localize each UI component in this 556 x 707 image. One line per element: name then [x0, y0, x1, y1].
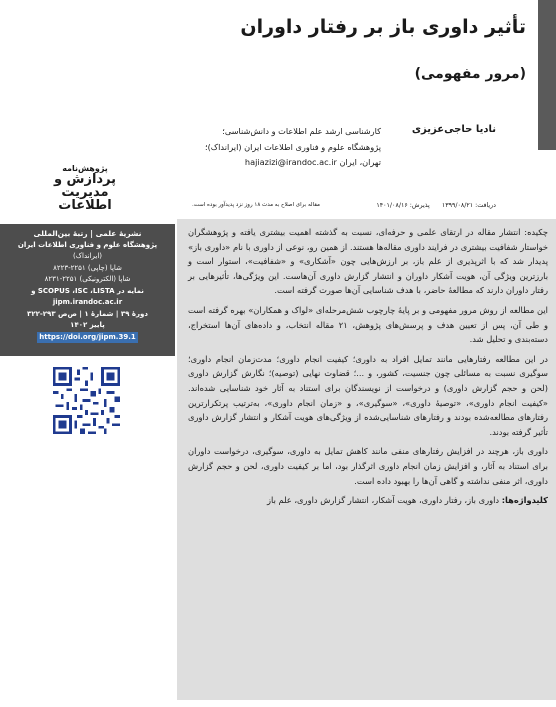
logo-line: پردازش و — [53, 172, 117, 187]
keywords-label: کلیدواژه‌ها: — [501, 495, 548, 506]
publication-season: پاییز ۱۴۰۲ — [70, 321, 105, 329]
article-title: تأثیر داوری باز بر رفتار داوران — [240, 16, 526, 38]
abstract-paragraph: چکیده: انتشار مقاله در ارتقای علمی و حرفه‌ای، نسبت به گذشته اهمیت بیشتری یافته و پژوهشگران خواستار شفافیت بیشتری در فرایند داوری مقاله‌ها هستند. از همین رو، نوعی از داوری با نام «داوری باز» پدیدار شد که با اثرپذیری از علم باز، بر ارزش‌هایی چون «آشکاری» و «شفافیت»، استوار است و بارزترین ویژگی آن، هویت آشکار داوران و انتشار گزارش داوری آن‌هاست. این ویژگی‌ها، تأثیرهایی بر رفتار داوران دارند که مطالعهٔ حاضر، با هدف شناسایی آن‌ها صورت گرفته است. — [188, 227, 548, 296]
accepted-date: پذیرش: ۱۴۰۱/۰۸/۱۶ — [376, 202, 430, 209]
article-subtitle: (مرور مفهومی) — [414, 66, 526, 82]
issn-print: شاپا (چاپی) ۲۲۵۱-۸۲۲۳ — [53, 263, 122, 272]
journal-info-box — [0, 224, 175, 356]
indexing: نمایه در SCOPUS ،ISC ،LISTA و — [31, 286, 144, 295]
abstract-paragraph: در این مطالعه رفتارهایی مانند تمایل افراد به داوری؛ کیفیت انجام داوری؛ مدت‌زمان انجام داوری؛ سوگیری نسبت به مسائلی چون جنسیت، کشور، و ...؛ قضاوت نهایی (توصیه)؛ نگارش گزارش داوری (لحن و حجم گزارش داوری) و درخواست از نویسندگان برای استناد به آثار خود شناسایی شده‌اند. «کیفیت انجام داوری»، «توصیهٔ داوری»، «سوگیری»، و «زمان انجام داوری»، به‌ترتیب پرتکرارترین رفتارهای مطالعه‌شده بودند و رفتارهای شناسایی‌شده از ویژگی‌های هویت آشکار و انتشار گزارش داوری تأثیر گرفته بودند. — [188, 353, 548, 437]
journal-logo — [40, 164, 130, 216]
revision-note: مقاله برای اصلاح به مدت ۱۸ روز نزد پدیدآور بوده است. — [191, 202, 320, 208]
affiliation-line: کارشناسی ارشد علم اطلاعات و دانش‌شناسی؛ — [222, 126, 381, 136]
affiliation-line: پژوهشگاه علوم و فناوری اطلاعات ایران (ایرانداک)؛ — [205, 141, 381, 152]
keywords — [188, 493, 548, 508]
journal-info-header: نشریهٔ علمی | رتبهٔ بین‌المللی — [33, 229, 142, 238]
abstract-paragraph: این مطالعه از روش مرور مفهومی و بر پایهٔ چارچوب شش‌مرحله‌ای «لواک و همکاران» بهره گرفته است و طی آن، پس از تعیین هدف و پرسش‌های پژوهش، ۲۱ مقاله انتخاب، و داده‌های آن‌ها استخراج، دسته‌بندی و تحلیل شد. — [188, 304, 548, 345]
author-name: نادیا حاجی‌عزیزی — [411, 124, 496, 135]
publisher-abbr: (ایرانداک) — [73, 252, 102, 260]
page-edge-bar — [538, 0, 556, 150]
publisher-name: پژوهشگاه علوم و فناوری اطلاعات ایران — [17, 240, 158, 249]
abstract-text — [188, 225, 548, 513]
journal-website[interactable]: jipm.irandoc.ac.ir — [52, 298, 123, 306]
logo-line: اطلاعات — [58, 198, 112, 213]
received-date: دریافت: ۱۳۹۹/۰۸/۲۱ — [441, 202, 496, 209]
author-affiliation — [151, 124, 381, 171]
volume-issue: دورهٔ ۳۹ | شمارهٔ ۱ | ص‌ص ۲۹۳-۳۲۲ — [27, 309, 148, 318]
issn-online: شاپا (الکترونیکی) ۲۲۵۱-۸۲۳۱ — [44, 275, 131, 283]
qr-code — [53, 367, 120, 434]
keywords-list: داوری باز، رفتار داوری، هویت آشکار، انتشار گزارش داوری، علم باز — [267, 495, 500, 506]
affiliation-line: تهران، ایران hajiazizi@irandoc.ac.ir — [244, 157, 381, 167]
logo-line: مدیریت — [61, 185, 109, 200]
doi-link[interactable]: https://doi.org/jipm.39.1 — [37, 332, 138, 344]
abstract-box — [177, 219, 556, 700]
abstract-paragraph: داوری باز، هرچند در افزایش رفتارهای منفی مانند کاهش تمایل به داوری، سوگیری، درخواست داوران برای استناد به آثار، و افزایش زمان انجام داوری اثرگذار بود، اما بر کیفیت داوری، لحن و حجم گزارش داوری، اثر منفی نداشته و گاهی آن‌ها را بهبود داده است. — [188, 446, 548, 486]
logo-line: پژوهش‌نامه — [62, 164, 108, 173]
